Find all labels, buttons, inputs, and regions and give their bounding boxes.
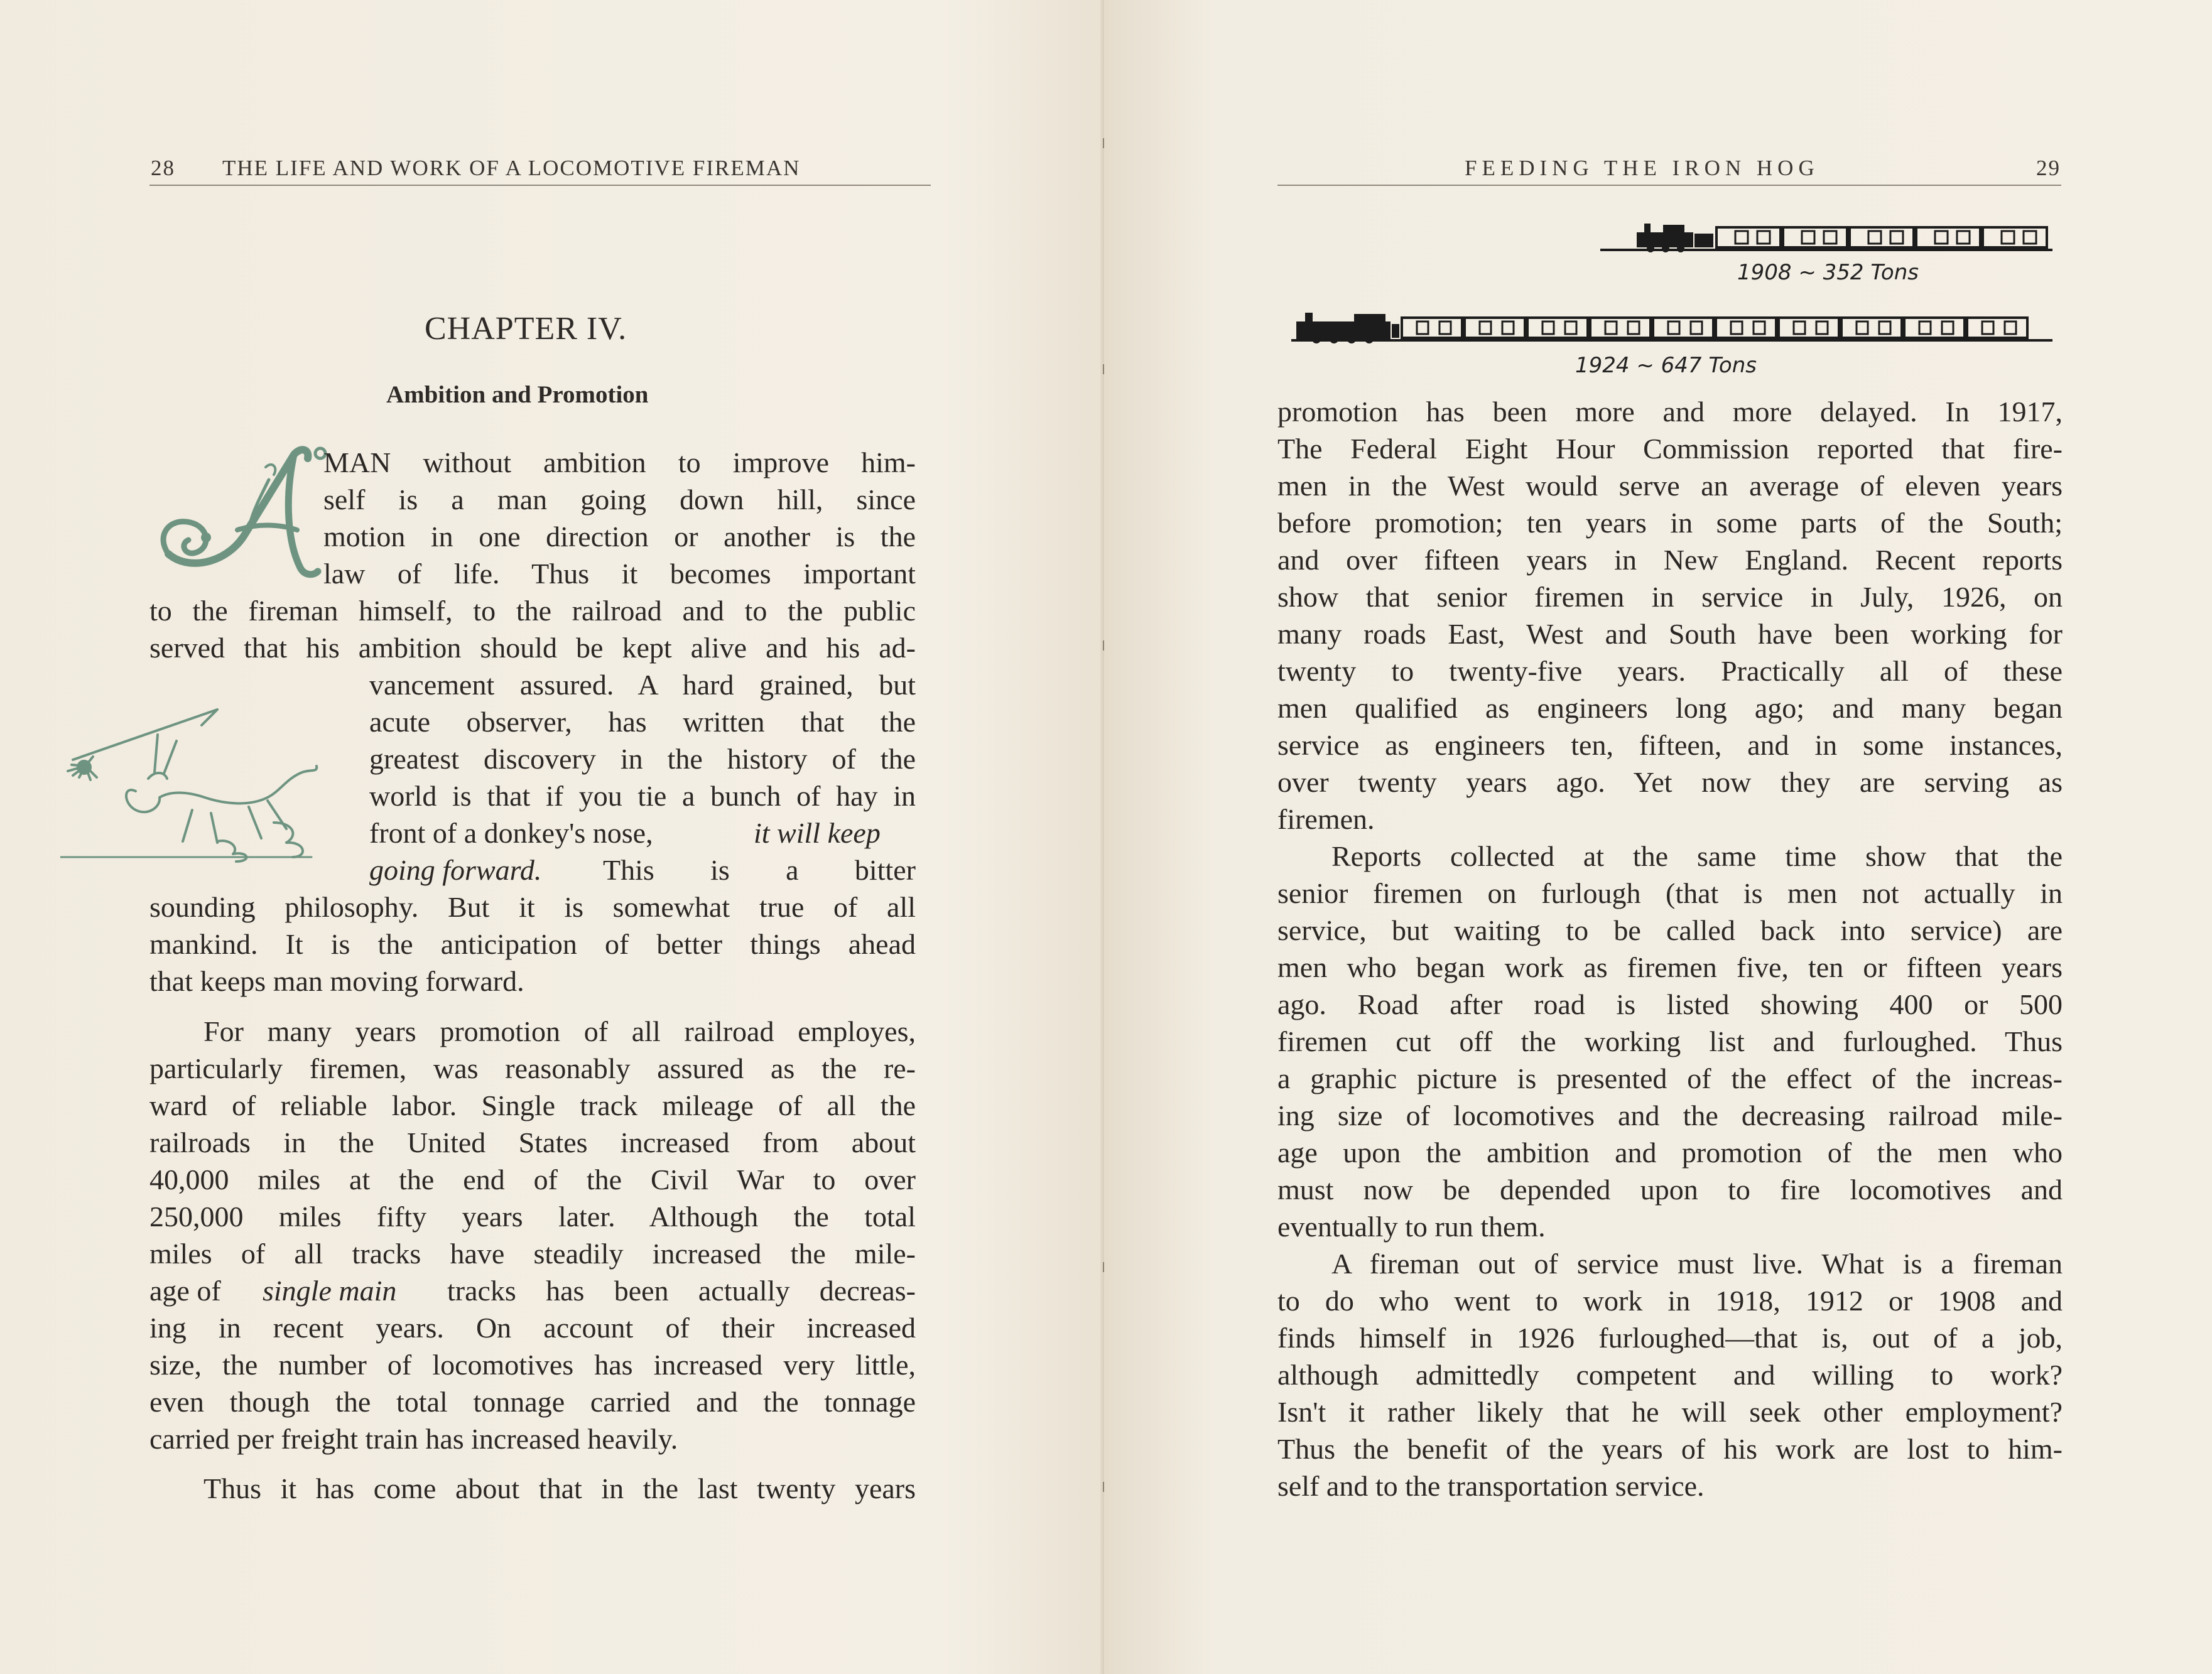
text-line: size, the number of locomotives has increased very little,: [149, 1349, 916, 1381]
text-line: tracks has been actually decreas-: [447, 1275, 916, 1307]
text-line: finds himself in 1926 furloughed—that is, out of a job,: [1277, 1322, 2063, 1354]
text-line: Isn't it rather likely that he will seek other employment?: [1277, 1396, 2063, 1428]
text-line: to do who went to work in 1918, 1912 or 1908 and: [1277, 1285, 2063, 1317]
text-line: 40,000 miles at the end of the Civil War to over: [149, 1164, 916, 1196]
left-page-number: 28: [151, 156, 175, 180]
donkey-hay-illustration: [60, 697, 355, 865]
text-line: service, but waiting to be called back into service) are: [1277, 914, 2063, 946]
text-line: sounding philosophy. But it is somewhat true of all: [149, 891, 916, 923]
text-line: men who began work as firemen five, ten or fifteen years: [1277, 951, 2063, 983]
text-line: that keeps man moving forward.: [149, 965, 524, 997]
drop-cap-letter: A: [143, 442, 144, 443]
text-line: service as engineers ten, fifteen, and in some instances,: [1277, 729, 2063, 761]
text-line: served that his ambition should be kept alive and his ad-: [149, 632, 916, 664]
text-line: firemen cut off the working list and furloughed. Thus: [1277, 1025, 2063, 1057]
right-page-number: 29: [2036, 156, 2061, 180]
text-line: men in the West would serve an average of eleven years: [1277, 470, 2063, 502]
text-line: particularly firemen, was reasonably assured as the re-: [149, 1052, 916, 1084]
text-line: twenty to twenty-five years. Practically all of these: [1277, 655, 2063, 687]
text-line: promotion has been more and more delayed. In 1917,: [1277, 396, 2063, 428]
left-running-head: THE LIFE AND WORK OF A LOCOMOTIVE FIREMAN: [222, 156, 801, 180]
text-line: mankind. It is the anticipation of better things ahead: [149, 928, 916, 960]
text-line: age upon the ambition and promotion of the men who: [1277, 1137, 2063, 1169]
text-line: world is that if you tie a bunch of hay in: [369, 780, 916, 812]
italic-phrase: single main: [263, 1275, 397, 1307]
text-line: carried per freight train has increased heavily.: [149, 1423, 678, 1455]
text-line: ward of reliable labor. Single track mileage of all the: [149, 1089, 916, 1121]
text-line: many roads East, West and South have been working for: [1277, 618, 2063, 650]
chapter-heading: CHAPTER IV.: [425, 311, 627, 347]
right-running-head: FEEDING THE IRON HOG: [1465, 156, 1819, 180]
drop-cap-ornament: [143, 442, 350, 590]
text-line: must now be depended upon to fire locomotives and: [1277, 1174, 2063, 1206]
header-rule: [149, 185, 931, 186]
text-line: and over fifteen years in New England. Recent reports: [1277, 544, 2063, 576]
text-line: miles of all tracks have steadily increased the mile-: [149, 1238, 916, 1270]
text-line: Reports collected at the same time show that the: [1331, 840, 2063, 872]
text-line: ing in recent years. On account of their increased: [149, 1312, 916, 1344]
text-line: even though the total tonnage carried and the tonnage: [149, 1386, 916, 1418]
text-line: 250,000 miles fifty years later. Although the total: [149, 1201, 916, 1233]
section-subtitle: Ambition and Promotion: [386, 381, 649, 408]
text-line: Thus it has come about that in the last twenty years: [203, 1472, 916, 1504]
text-line: ing size of locomotives and the decreasing railroad mile-: [1277, 1099, 2063, 1131]
text-line: over twenty years ago. Yet now they are serving as: [1277, 766, 2063, 798]
figure-caption-1908: 1908 ~ 352 Tons: [1737, 260, 1919, 285]
text-line: The Federal Eight Hour Commission reported that fire-: [1277, 433, 2063, 465]
text-line: show that senior firemen in service in July, 1926, on: [1277, 581, 2063, 613]
italic-phrase: going forward.: [369, 854, 542, 886]
text-line: firemen.: [1277, 803, 1375, 835]
text-line: A fireman out of service must live. What is a fireman: [1331, 1248, 2063, 1280]
text-line: motion in one direction or another is the: [323, 521, 916, 553]
text-line: men qualified as engineers long ago; and many began: [1277, 692, 2063, 724]
figure-caption-1924: 1924 ~ 647 Tons: [1575, 353, 1757, 378]
text-line: ago. Road after road is listed showing 400 or 500: [1277, 988, 2063, 1020]
text-line: a graphic picture is presented of the effect of the increas-: [1277, 1062, 2063, 1094]
italic-phrase: it will keep: [754, 817, 881, 849]
text-line: front of a donkey's nose,: [369, 817, 653, 849]
text-line: law of life. Thus it becomes important: [323, 558, 916, 590]
text-line: MAN without ambition to improve him-: [323, 446, 916, 478]
text-line: For many years promotion of all railroad employes,: [203, 1015, 916, 1047]
text-line: acute observer, has written that the: [369, 706, 916, 738]
text-line: railroads in the United States increased from about: [149, 1126, 916, 1158]
text-line: eventually to run them.: [1277, 1211, 1546, 1243]
text-line: This is a bitter: [603, 854, 916, 886]
text-line: greatest discovery in the history of the: [369, 743, 916, 775]
text-line: senior firemen on furlough (that is men not actually in: [1277, 877, 2063, 909]
header-rule: [1277, 185, 2061, 186]
text-line: vancement assured. A hard grained, but: [369, 669, 916, 701]
text-line: before promotion; ten years in some parts of the South;: [1277, 507, 2063, 539]
text-line: although admittedly competent and willing to work?: [1277, 1359, 2063, 1391]
text-line: self is a man going down hill, since: [323, 483, 916, 516]
text-line: self and to the transportation service.: [1277, 1470, 1705, 1502]
text-line: age of: [149, 1275, 221, 1307]
text-line: to the fireman himself, to the railroad and to the public: [149, 595, 916, 627]
text-line: Thus the benefit of the years of his work are lost to him-: [1277, 1433, 2063, 1465]
left-page: [0, 0, 1104, 1674]
